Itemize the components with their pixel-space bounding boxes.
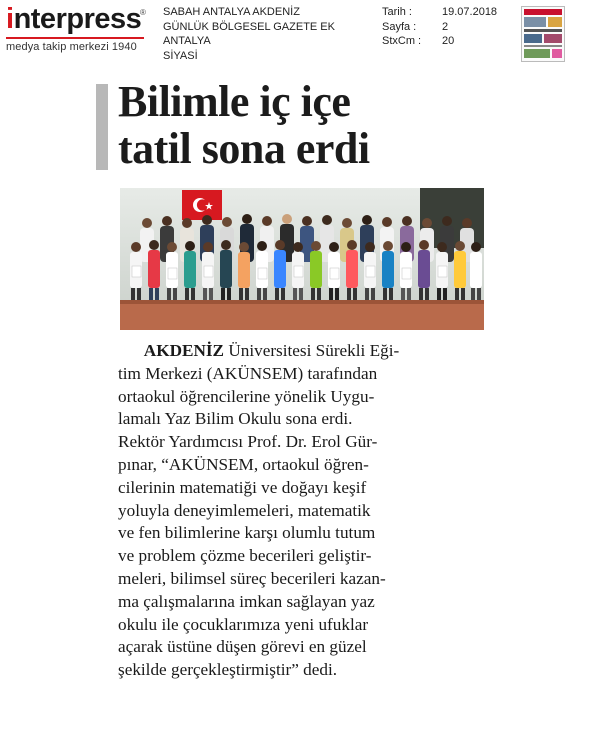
body-line: tim Merkezi (AKÜNSEM) tarafından (118, 363, 378, 383)
group-photo-image (120, 188, 484, 330)
meta-value: 19.07.2018 (442, 6, 498, 18)
body-line: açarak üstüne düşen görevi en güzel (118, 637, 367, 657)
logo-underline (6, 37, 144, 39)
page-thumbnail[interactable] (521, 6, 565, 62)
source-line: SİYASİ (163, 49, 198, 62)
meta-key: Sayfa : (382, 20, 417, 33)
source-line: ANTALYA (163, 35, 211, 47)
body-line: ve problem çözme becerileri geliştir- (118, 546, 372, 566)
body-lead: AKDENİZ (143, 341, 225, 360)
body-line: meleri, bilimsel süreç becerileri kazan- (118, 568, 386, 588)
source-line: SABAH ANTALYA AKDENİZ (163, 6, 300, 18)
meta-value: 20 (442, 35, 455, 47)
meta-key: Tarih : (382, 6, 412, 18)
meta-value: 2 (442, 20, 449, 33)
meta-row-stxcm (382, 34, 497, 49)
source-line: GÜNLÜK BÖLGESEL GAZETE EK (163, 20, 335, 33)
body-line-first (118, 340, 480, 363)
body-line: ve fen bilimlerine karşı olumlu tutum (118, 523, 376, 543)
logo-registered-mark: ® (140, 8, 146, 17)
body-line: şekilde gerçekleştirmiştir” dedi. (118, 660, 338, 680)
body-line: yoluyla deneyimlemeleri, matematik (118, 500, 371, 520)
body-line: cilerinin matematiği ve doğayı keşif (118, 477, 367, 497)
body-line: pınar, “AKÜNSEM, ortaokul öğren- (118, 454, 369, 474)
body-line: ma çalışmalarına imkan sağlayan yaz (118, 591, 375, 611)
body-line: ortaokul öğrencilerine yönelik Uygu- (118, 386, 375, 406)
clipping-meta (382, 5, 497, 49)
headline-line: tatil sona erdi (118, 124, 370, 173)
headline-accent-bar (96, 84, 108, 170)
body-line: lamalı Yaz Bilim Okulu sona erdi. (118, 409, 353, 429)
body-line: Rektör Yardımcısı Prof. Dr. Erol Gür- (118, 432, 378, 452)
source-publication (163, 5, 335, 63)
body-line: okulu ile çocuklarımıza yeni ufuklar (118, 614, 369, 634)
meta-row-page (382, 20, 497, 35)
article-headline (118, 78, 370, 172)
logo-wordmark: interpress (6, 3, 142, 35)
body-line: Üniversitesi Sürekli Eği- (224, 341, 400, 360)
meta-row-date (382, 5, 497, 20)
headline-line: Bilimle iç içe (118, 77, 351, 126)
article-body (118, 340, 480, 682)
interpress-logo (6, 4, 156, 60)
meta-key: StxCm : (382, 35, 422, 47)
logo-tagline: medya takip merkezi 1940 (6, 41, 137, 53)
